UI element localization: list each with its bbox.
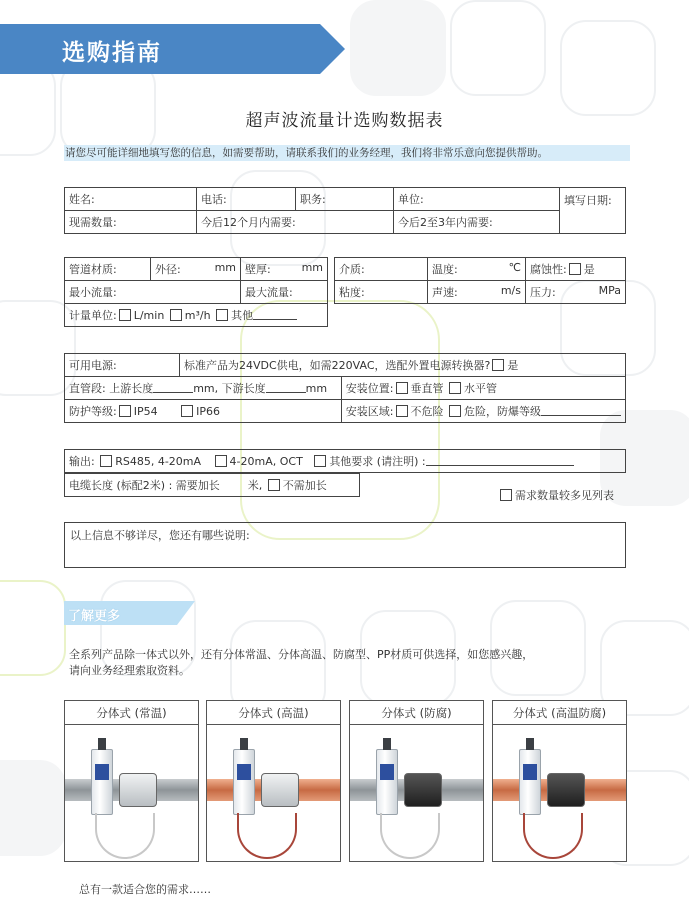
product-image [207, 725, 340, 862]
flow-meter [91, 749, 113, 815]
medium-table [334, 257, 626, 304]
pressure-field[interactable]: 压力: MPa [526, 281, 626, 304]
min-flow-field[interactable]: 最小流量: [65, 281, 241, 304]
learn-more-title: 了解更多 [68, 609, 121, 624]
danger-area-checkbox[interactable] [449, 405, 461, 417]
learn-more-text: 全系列产品除一体式以外，还有分体常温、分体高温、防腐型、PP材质可供选择，如您感兴趣， 请向业务经理索取资料。 [69, 648, 534, 677]
product-card-anticorrosion [349, 700, 484, 862]
output-table [64, 449, 626, 473]
header-banner [0, 24, 345, 74]
protection-row: 防护等级: IP54 IP66 [65, 400, 342, 423]
sensor-cable [380, 813, 440, 859]
explosion-grade-input[interactable] [541, 405, 621, 416]
sensor-clamp [404, 773, 442, 807]
cable-table [64, 473, 360, 497]
product-image [65, 725, 198, 862]
product-label: 分体式 (常温) [65, 701, 198, 725]
ip66-checkbox[interactable] [181, 405, 193, 417]
page-title: 超声波流量计选购数据表 [245, 111, 444, 131]
output-row: 输出: RS485, 4-20mA 4-20mA, OCT 其他要求 (请注明) : [65, 450, 626, 473]
power-converter-row: 标准产品为24VDC供电，如需220VAC，选配外置电源转换器? 是 [180, 354, 626, 377]
product-card-high-temp [206, 700, 341, 862]
power-field: 可用电源: [65, 354, 180, 377]
horizontal-pipe-checkbox[interactable] [449, 382, 461, 394]
output-other-checkbox[interactable] [314, 455, 326, 467]
sound-speed-field[interactable]: 声速: m/s [428, 281, 526, 304]
flow-meter [376, 749, 398, 815]
qty-12m-field[interactable]: 今后12个月内需要: [197, 211, 394, 234]
temperature-field[interactable]: 温度: ℃ [428, 258, 526, 281]
position-field[interactable]: 职务: [296, 188, 394, 211]
flow-meter [519, 749, 541, 815]
bulk-order-checkbox[interactable] [500, 489, 512, 501]
safe-area-checkbox[interactable] [396, 405, 408, 417]
upstream-length-input[interactable] [153, 382, 193, 393]
outer-diameter-field[interactable]: 外径: mm [151, 258, 241, 281]
pipe-material-field[interactable]: 管道材质: [65, 258, 151, 281]
pipe-table [64, 257, 328, 327]
product-image [493, 725, 626, 862]
product-image [350, 725, 483, 862]
output-rs485-checkbox[interactable] [100, 455, 112, 467]
output-other-input[interactable] [426, 455, 574, 466]
downstream-length-input[interactable] [266, 382, 306, 393]
install-position-row: 安装位置: 垂直管 水平管 [341, 377, 625, 400]
vertical-pipe-checkbox[interactable] [396, 382, 408, 394]
product-label: 分体式 (高温防腐) [493, 701, 626, 725]
sensor-cable [95, 813, 155, 859]
sensor-cable [523, 813, 583, 859]
medium-field[interactable]: 介质: [335, 258, 428, 281]
product-card-normal [64, 700, 199, 862]
straight-pipe-row: 直管段: 上游长度 mm, 下游长度 mm [65, 377, 342, 400]
banner-title: 选购指南 [62, 40, 162, 66]
output-oct-checkbox[interactable] [215, 455, 227, 467]
no-extend-checkbox[interactable] [268, 479, 280, 491]
viscosity-field[interactable]: 粘度: [335, 281, 428, 304]
cable-length-row: 电缆长度 (标配2米) : 需要加长 米, 不需加长 [65, 474, 360, 497]
power-converter-yes-checkbox[interactable] [492, 359, 504, 371]
instruction-text: 请您尽可能详细地填写您的信息，如需要帮助，请联系我们的业务经理，我们将非常乐意向您提供帮助。 [64, 145, 630, 161]
unit-lmin-checkbox[interactable] [119, 309, 131, 321]
sensor-clamp [547, 773, 585, 807]
sensor-cable [237, 813, 297, 859]
footer-text: 总有一款适合您的需求…… [79, 883, 211, 896]
product-label: 分体式 (防腐) [350, 701, 483, 725]
qty-2-3y-field[interactable]: 今后2至3年内需要: [394, 211, 560, 234]
notes-field[interactable]: 以上信息不够详尽，您还有哪些说明: [64, 522, 626, 568]
unit-other-input[interactable] [253, 309, 297, 320]
flow-meter [233, 749, 255, 815]
name-field[interactable]: 姓名: [65, 188, 197, 211]
product-label: 分体式 (高温) [207, 701, 340, 725]
max-flow-field[interactable]: 最大流量: [241, 281, 328, 304]
bulk-order-option: 需求数量较多见列表 [498, 487, 614, 503]
company-field[interactable]: 单位: [394, 188, 560, 211]
sensor-clamp [261, 773, 299, 807]
corrosive-field: 腐蚀性: 是 [526, 258, 626, 281]
product-card-high-temp-anticorrosion [492, 700, 627, 862]
current-qty-field[interactable]: 现需数量: [65, 211, 197, 234]
phone-field[interactable]: 电话: [197, 188, 296, 211]
unit-other-checkbox[interactable] [216, 309, 228, 321]
corrosive-yes-checkbox[interactable] [569, 263, 581, 275]
date-field[interactable]: 填写日期: [560, 188, 626, 234]
wall-thickness-field[interactable]: 壁厚: mm [241, 258, 328, 281]
ip54-checkbox[interactable] [119, 405, 131, 417]
install-table [64, 353, 626, 423]
sensor-clamp [119, 773, 157, 807]
contact-table [64, 187, 626, 234]
install-area-row: 安装区域: 不危险 危险，防爆等级 [341, 400, 625, 423]
measure-unit-row: 计量单位: L/min m³/h 其他 [65, 304, 328, 327]
unit-m3h-checkbox[interactable] [170, 309, 182, 321]
